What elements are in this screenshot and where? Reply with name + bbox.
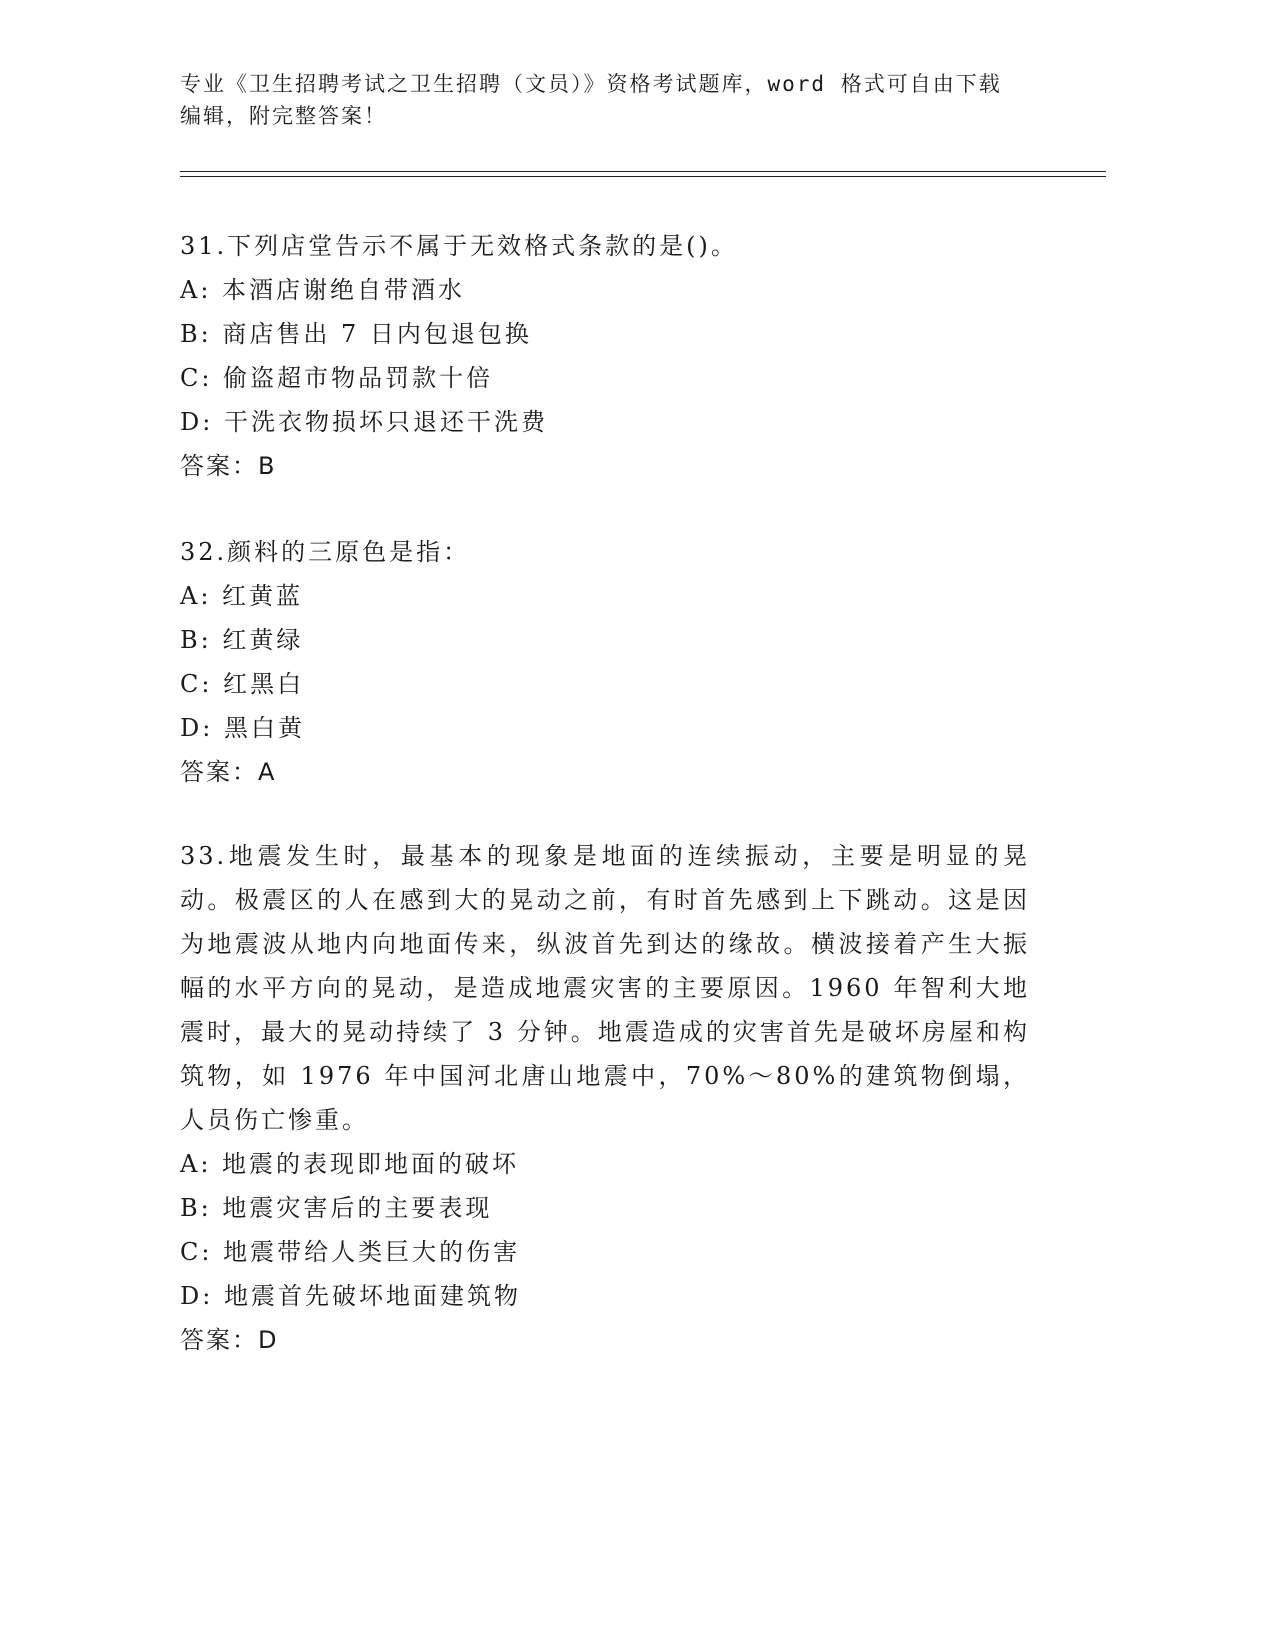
option-b: B: 商店售出 7 日内包退包换 [180,320,532,348]
option-a: A: 地震的表现即地面的破坏 [180,1150,520,1178]
header-line-2: 编辑，附完整答案！ [180,104,387,128]
answer: 答案：A [180,758,277,786]
question-stem: 32.颜料的三原色是指： [180,538,471,566]
option-c: C: 偷盗超市物品罚款十倍 [180,364,494,392]
option-b: B: 红黄绿 [180,626,304,654]
question-33 [180,834,1030,1362]
option-a: A: 本酒店谢绝自带酒水 [180,276,466,304]
question-stem: 31.下列店堂告示不属于无效格式条款的是()。 [180,232,738,260]
document-header [180,68,1060,132]
header-divider-bottom [180,176,1106,177]
question-31 [180,224,1030,488]
option-b: B: 地震灾害后的主要表现 [180,1194,493,1222]
option-d: D: 地震首先破坏地面建筑物 [180,1282,521,1310]
option-c: C: 红黑白 [180,670,305,698]
option-d: D: 黑白黄 [180,714,305,742]
header-divider-top [180,171,1106,172]
option-d: D: 干洗衣物损坏只退还干洗费 [180,408,548,436]
option-c: C: 地震带给人类巨大的伤害 [180,1238,521,1266]
answer: 答案：D [180,1326,279,1354]
question-stem: 33.地震发生时，最基本的现象是地面的连续振动，主要是明显的晃动。极震区的人在感到大的晃动之前，有时首先感到上下跳动。这是因为地震波从地内向地面传来，纵波首先到达的缘故。横波接着产生大振幅的水平方向的晃动，是造成地震灾害的主要原因。1960 年智利大地震时，最大的晃动持续了 3 分钟。地震造成的灾害首先是破坏房屋和构筑物，如 1976 年中国河北唐山地震中，70%～80%的建筑物倒塌，人员伤亡惨重。 [180,842,1030,1134]
answer: 答案：B [180,452,277,480]
question-32 [180,530,1030,794]
option-a: A: 红黄蓝 [180,582,304,610]
header-line-1: 专业《卫生招聘考试之卫生招聘（文员）》资格考试题库，word 格式可自由下载 [180,72,1002,96]
